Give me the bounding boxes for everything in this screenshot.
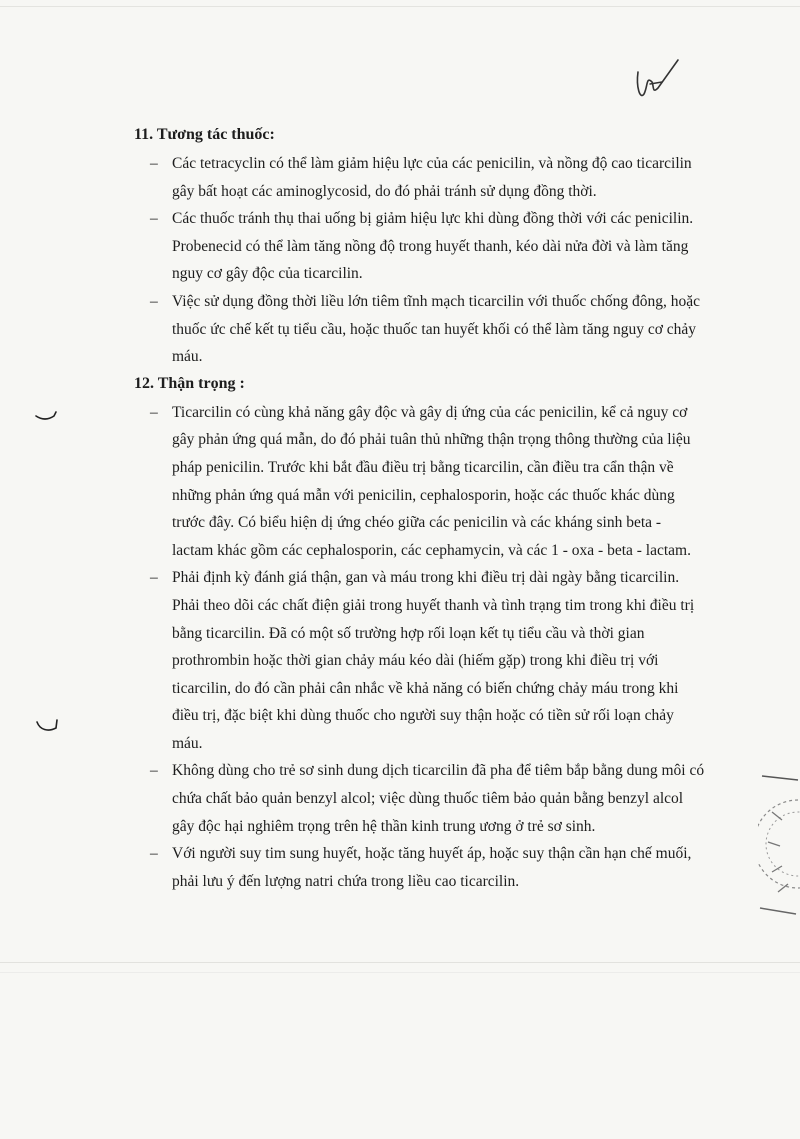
- bullet-dash: –: [150, 762, 158, 780]
- section-precautions: [134, 371, 766, 896]
- text-line: những phản ứng quá mẫn với penicilin, cephalosporin, hoặc các thuốc khác dùng: [172, 486, 675, 504]
- page-fold-line: [0, 972, 800, 973]
- text-line: gây phản ứng quá mẫn, do đó phải tuân thủ những thận trọng thông thường của liệu: [172, 431, 691, 449]
- list-item: [134, 399, 766, 565]
- list-item: [134, 288, 766, 371]
- text-line: ticarcilin, do đó cần phải cân nhắc về khả năng có biến chứng chảy máu trong khi: [172, 679, 679, 697]
- bullet-dash: –: [150, 569, 158, 587]
- text-line: thuốc ức chế kết tụ tiểu cầu, hoặc thuốc tan huyết khối có thể làm tăng nguy cơ chảy: [172, 320, 697, 338]
- list-item: [134, 757, 766, 840]
- text-line: máu.: [172, 348, 203, 366]
- text-line: Không dùng cho trẻ sơ sinh dung dịch ticarcilin đã pha để tiêm bắp bằng dung môi có: [172, 762, 705, 780]
- text-line: prothrombin hoặc thời gian chảy máu kéo dài (hiếm gặp) trong khi điều trị với: [172, 652, 659, 670]
- document-body: [134, 122, 766, 895]
- text-line: Ticarcilin có cùng khả năng gây độc và gây dị ứng của các penicilin, kể cả nguy cơ: [172, 403, 688, 421]
- margin-tick-mark: [34, 716, 62, 736]
- page-fold-line: [0, 6, 800, 7]
- text-line: trước đây. Có biểu hiện dị ứng chéo giữa các penicilin và các kháng sinh beta -: [172, 514, 662, 532]
- text-line: Phải định kỳ đánh giá thận, gan và máu trong khi điều trị dài ngày bằng ticarcilin.: [172, 569, 680, 587]
- text-line: máu.: [172, 734, 203, 752]
- text-line: bằng ticarcilin. Đã có một số trường hợp rối loạn kết tụ tiểu cầu và thời gian: [172, 624, 645, 642]
- bullet-dash: –: [150, 292, 158, 310]
- handwritten-initial-mark: [628, 52, 688, 122]
- list-item: [134, 840, 766, 895]
- list-item: [134, 564, 766, 757]
- text-line: phải lưu ý đến lượng natri chứa trong liều cao ticarcilin.: [172, 872, 520, 890]
- text-line: lactam khác gồm các cephalosporin, các cephamycin, và các 1 - oxa - beta - lactam.: [172, 541, 691, 559]
- text-line: Phải theo dõi các chất điện giải trong huyết thanh và tình trạng tim trong khi điều trị: [172, 596, 695, 614]
- list-item: [134, 150, 766, 205]
- text-line: gây bất hoạt các aminoglycosid, do đó phải tránh sử dụng đồng thời.: [172, 182, 597, 200]
- text-line: chứa chất bảo quản benzyl alcol; việc dùng thuốc tiêm bảo quản bằng benzyl alcol: [172, 790, 684, 808]
- margin-tick-mark: [34, 408, 62, 424]
- text-line: Các tetracyclin có thể làm giảm hiệu lực của các penicilin, và nồng độ cao ticarcilin: [172, 155, 692, 172]
- section-heading: 11. Tương tác thuốc:: [134, 126, 275, 143]
- bullet-dash: –: [150, 403, 158, 421]
- text-line: pháp penicilin. Trước khi bắt đầu điều trị bằng ticarcilin, cần điều tra cẩn thận về: [172, 458, 674, 476]
- bullet-dash: –: [150, 210, 158, 228]
- text-line: gây độc hại nghiêm trọng trên hệ thần kinh trung ương ở trẻ sơ sinh.: [172, 817, 596, 835]
- section-drug-interactions: [134, 122, 766, 371]
- page-fold-line: [0, 962, 800, 963]
- bullet-dash: –: [150, 155, 158, 172]
- section-heading: 12. Thận trọng :: [134, 374, 245, 392]
- text-line: nguy cơ gây độc của ticarcilin.: [172, 265, 363, 283]
- list-item: [134, 205, 766, 288]
- text-line: điều trị, đặc biệt khi dùng thuốc cho người suy thận hoặc có tiền sử rối loạn chảy: [172, 707, 674, 725]
- bullet-dash: –: [150, 845, 158, 863]
- text-line: Việc sử dụng đồng thời liều lớn tiêm tĩnh mạch ticarcilin với thuốc chống đông, hoặc: [172, 292, 700, 310]
- text-line: Các thuốc tránh thụ thai uống bị giảm hiệu lực khi dùng đồng thời với các penicilin.: [172, 210, 694, 228]
- text-line: Với người suy tim sung huyết, hoặc tăng huyết áp, hoặc suy thận cần hạn chế muối,: [172, 845, 692, 863]
- text-line: Probenecid có thể làm tăng nồng độ trong huyết thanh, kéo dài nửa đời và làm tăng: [172, 237, 689, 255]
